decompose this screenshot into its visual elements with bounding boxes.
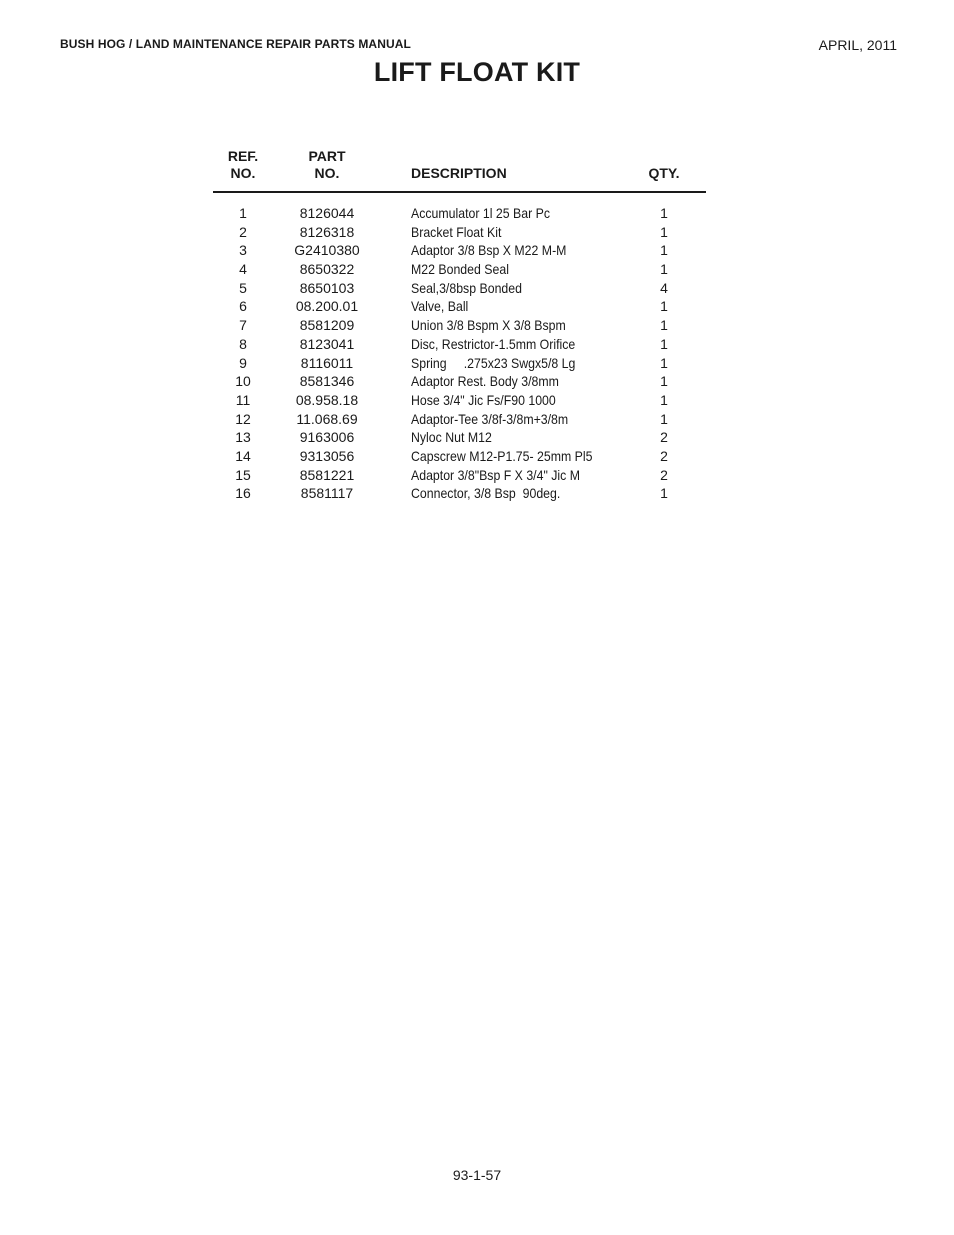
qty-cell: 1 [660, 391, 668, 408]
part-no-cell: 9313056 [299, 447, 355, 464]
description-cell: Adaptor Rest. Body 3/8mm [411, 373, 559, 390]
ref-no-cell: 5 [239, 279, 247, 296]
ref-no-cell: 1 [239, 205, 247, 221]
ref-no-cell: 4 [239, 261, 247, 278]
qty-cell: 1 [660, 261, 668, 278]
description-cell: Capscrew M12-P1.75- 25mm Pl5 [411, 447, 593, 464]
ref-no-cell: 15 [235, 466, 251, 483]
ref-no-cell: 10 [235, 373, 251, 390]
part-no-cell: 08.958.18 [295, 391, 359, 408]
description-cell: Union 3/8 Bspm X 3/8 Bspm [411, 317, 566, 334]
qty-cell: 1 [660, 317, 668, 334]
ref-no-cell: 8 [239, 335, 247, 352]
description-cell: Valve, Ball [411, 298, 469, 315]
part-no-cell: 8126318 [299, 223, 355, 240]
part-no-cell: 8116011 [300, 354, 354, 371]
table-row [213, 260, 706, 279]
table-row [213, 410, 706, 429]
ref-no-cell: 11 [235, 391, 251, 408]
qty-cell: 1 [660, 373, 668, 390]
qty-cell: 1 [660, 335, 668, 352]
table-row [213, 354, 706, 373]
qty-cell: 2 [660, 466, 668, 483]
description-cell: Connector, 3/8 Bsp 90deg. [411, 485, 561, 502]
description-cell: Adaptor-Tee 3/8f-3/8m+3/8m [411, 410, 569, 427]
description-cell: Disc, Restrictor-1.5mm Orifice [411, 335, 576, 352]
manual-title: BUSH HOG / LAND MAINTENANCE REPAIR PARTS MANUAL [60, 37, 411, 51]
part-no-cell: 8126044 [299, 205, 355, 221]
ref-no-cell: 3 [239, 242, 247, 259]
header-qty: QTY. [648, 165, 680, 181]
qty-cell: 1 [660, 205, 668, 221]
parts-table [213, 147, 706, 503]
description-cell: Spring .275x23 Swgx5/8 Lg [411, 354, 576, 371]
document-date: APRIL, 2011 [818, 37, 897, 53]
table-row [213, 372, 706, 391]
table-body [213, 193, 706, 503]
description-cell: Accumulator 1l 25 Bar Pc [411, 205, 551, 221]
table-row [213, 279, 706, 298]
table-row [213, 204, 706, 223]
part-no-cell: 8650103 [299, 279, 355, 296]
table-row [213, 447, 706, 466]
part-no-cell: G2410380 [294, 242, 360, 259]
qty-cell: 2 [660, 429, 668, 446]
table-row [213, 391, 706, 410]
part-no-cell: 8123041 [299, 335, 355, 352]
header-description: DESCRIPTION [411, 165, 507, 181]
ref-no-cell: 2 [239, 223, 247, 240]
description-cell: M22 Bonded Seal [411, 261, 509, 278]
ref-no-cell: 13 [235, 429, 251, 446]
qty-cell: 1 [660, 223, 668, 240]
table-row [213, 428, 706, 447]
description-cell: Bracket Float Kit [411, 223, 502, 240]
part-no-cell: 8581117 [300, 485, 354, 502]
page-title: LIFT FLOAT KIT [373, 57, 581, 87]
ref-no-cell: 16 [235, 485, 251, 502]
description-cell: Adaptor 3/8"Bsp F X 3/4" Jic M [411, 466, 580, 483]
table-row [213, 241, 706, 260]
part-no-cell: 8581221 [299, 466, 355, 483]
header-ref-no: REF. NO. [227, 148, 259, 181]
ref-no-cell: 6 [239, 298, 247, 315]
qty-cell: 1 [660, 485, 668, 502]
qty-cell: 1 [660, 354, 668, 371]
qty-cell: 1 [660, 242, 668, 259]
qty-cell: 4 [660, 279, 668, 296]
table-row [213, 223, 706, 242]
page-number: 93-1-57 [452, 1167, 502, 1183]
part-no-cell: 8650322 [299, 261, 355, 278]
table-header [213, 147, 706, 193]
qty-cell: 2 [660, 447, 668, 464]
description-cell: Adaptor 3/8 Bsp X M22 M-M [411, 242, 567, 259]
table-row [213, 297, 706, 316]
part-no-cell: 11.068.69 [296, 410, 358, 427]
part-no-cell: 8581346 [299, 373, 355, 390]
table-row [213, 484, 706, 503]
description-cell: Nyloc Nut M12 [411, 429, 492, 446]
qty-cell: 1 [660, 410, 668, 427]
ref-no-cell: 14 [235, 447, 251, 464]
table-row [213, 316, 706, 335]
description-cell: Hose 3/4" Jic Fs/F90 1000 [411, 391, 556, 408]
table-row [213, 335, 706, 354]
qty-cell: 1 [660, 298, 668, 315]
ref-no-cell: 12 [235, 410, 251, 427]
header-part-no: PART NO. [308, 148, 346, 181]
table-row [213, 466, 706, 485]
ref-no-cell: 7 [239, 317, 247, 334]
ref-no-cell: 9 [239, 354, 247, 371]
part-no-cell: 9163006 [299, 429, 355, 446]
part-no-cell: 08.200.01 [295, 298, 359, 315]
description-cell: Seal,3/8bsp Bonded [411, 279, 522, 296]
part-no-cell: 8581209 [299, 317, 355, 334]
